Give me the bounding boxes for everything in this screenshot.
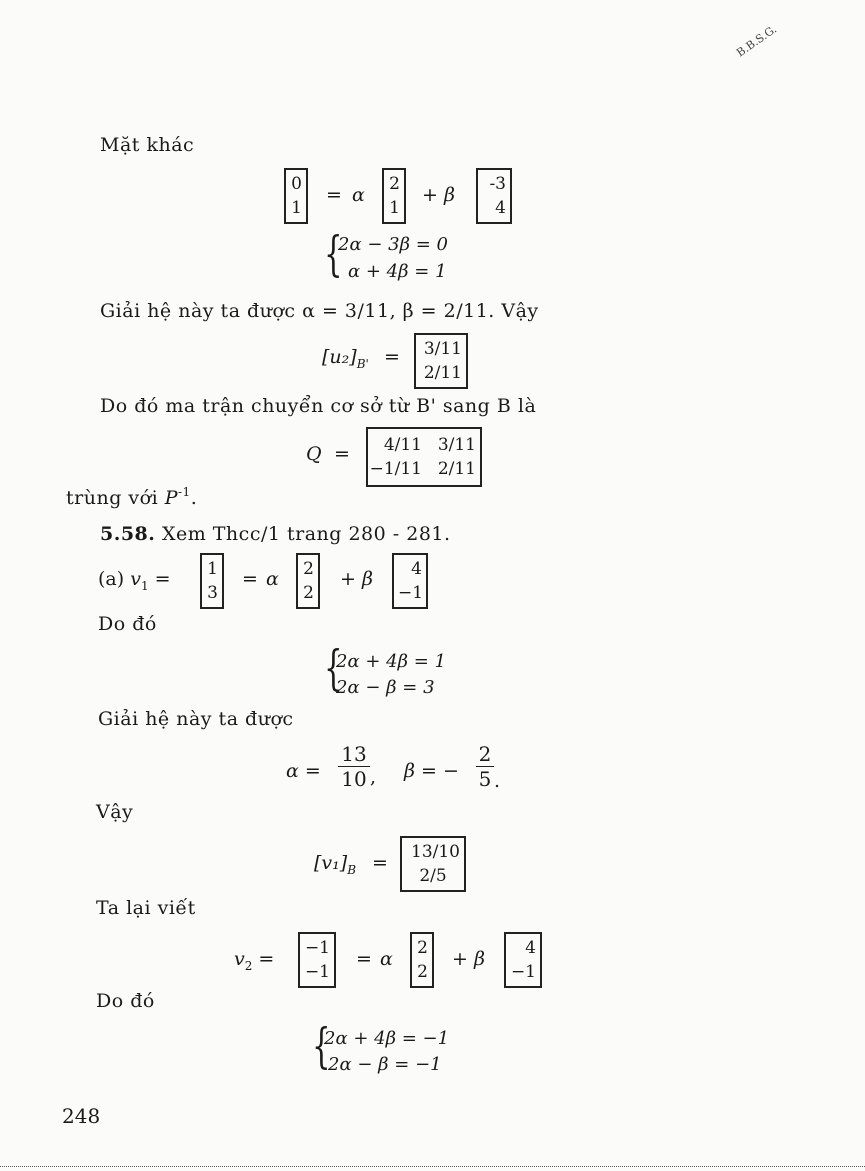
system-line: 2α − 3β = 0 (338, 234, 448, 255)
library-stamp: B.B.S.G. (734, 22, 780, 60)
matrix-v2-1: -3 4 (476, 168, 512, 224)
equals: = (334, 443, 350, 465)
plus-beta: + β (340, 568, 373, 590)
matrix-lhs-2: 1 3 (200, 553, 224, 609)
system-line: α + 4β = 1 (348, 261, 447, 282)
equals: = (384, 346, 400, 368)
beta-eq: β = − (404, 760, 459, 782)
system-line: 2α + 4β = −1 (324, 1028, 450, 1049)
system-line: 2α − β = 3 (336, 677, 435, 698)
plus-beta: + β (452, 948, 485, 970)
page-number: 248 (62, 1104, 101, 1128)
v1B-label: $[v_1]_B$ (314, 852, 357, 877)
intro-text: Mặt khác (100, 134, 195, 156)
matrix-v1-2: 2 2 (296, 553, 320, 609)
matrix-v1B: 13/10 2/5 (400, 836, 466, 892)
equals: = (372, 852, 388, 874)
system-line: 2α + 4β = 1 (336, 651, 446, 672)
dodo-text-2: Do đó (96, 990, 155, 1012)
alpha-eq: α = (286, 760, 321, 782)
plus-beta: + β (422, 184, 455, 206)
matrix-Q: 4/11 3/11 −1/11 2/11 (366, 427, 482, 487)
matrix-u2: 3/11 2/11 (414, 333, 468, 389)
matrix-lhs-1: 0 1 (284, 168, 308, 224)
talai-text: Ta lại viết (96, 897, 196, 919)
matrix-v1-1: 2 1 (382, 168, 406, 224)
Q-label: Q (306, 443, 322, 465)
matrix-lhs-3: −1 −1 (298, 932, 336, 988)
comma: , (370, 766, 377, 788)
v2-label: $v_2$ = (234, 948, 275, 973)
alpha: α (352, 184, 365, 206)
fraction-beta: $\frac{2}{5}$ (476, 742, 494, 791)
bottom-rule (0, 1166, 865, 1167)
dodo-text: Do đó (98, 613, 157, 635)
equals: = (326, 184, 342, 206)
equals: = (242, 568, 258, 590)
fraction-alpha: $\frac{13}{10}$ (338, 742, 370, 791)
vay-text: Vậy (96, 801, 134, 823)
brace: { (312, 1018, 331, 1074)
transfer-text: Do đó ma trận chuyển cơ sở từ B' sang B là (100, 395, 537, 417)
equals: = (356, 948, 372, 970)
matrix-v1-3: 2 2 (410, 932, 434, 988)
solve-text-2: Giải hệ này ta được (98, 708, 294, 730)
u2-label: $[u_2]_{B'}$ (322, 346, 369, 371)
alpha: α (380, 948, 393, 970)
matrix-v2-3: 4 −1 (504, 932, 542, 988)
system-line: 2α − β = −1 (328, 1054, 442, 1075)
brace: { (324, 640, 343, 696)
part-a-label: (a) $v_1$ = (98, 568, 171, 593)
brace: { (324, 226, 343, 282)
trung-text: trùng với $P^{-1}$. (66, 485, 198, 509)
alpha: α (266, 568, 279, 590)
period: . (494, 770, 501, 792)
solve-text: Giải hệ này ta được α = 3/11, β = 2/11. Vậy (100, 300, 539, 322)
section-5-58: 5.58. Xem Thcc/1 trang 280 - 281. (100, 523, 451, 545)
matrix-v2-2: 4 −1 (392, 553, 428, 609)
